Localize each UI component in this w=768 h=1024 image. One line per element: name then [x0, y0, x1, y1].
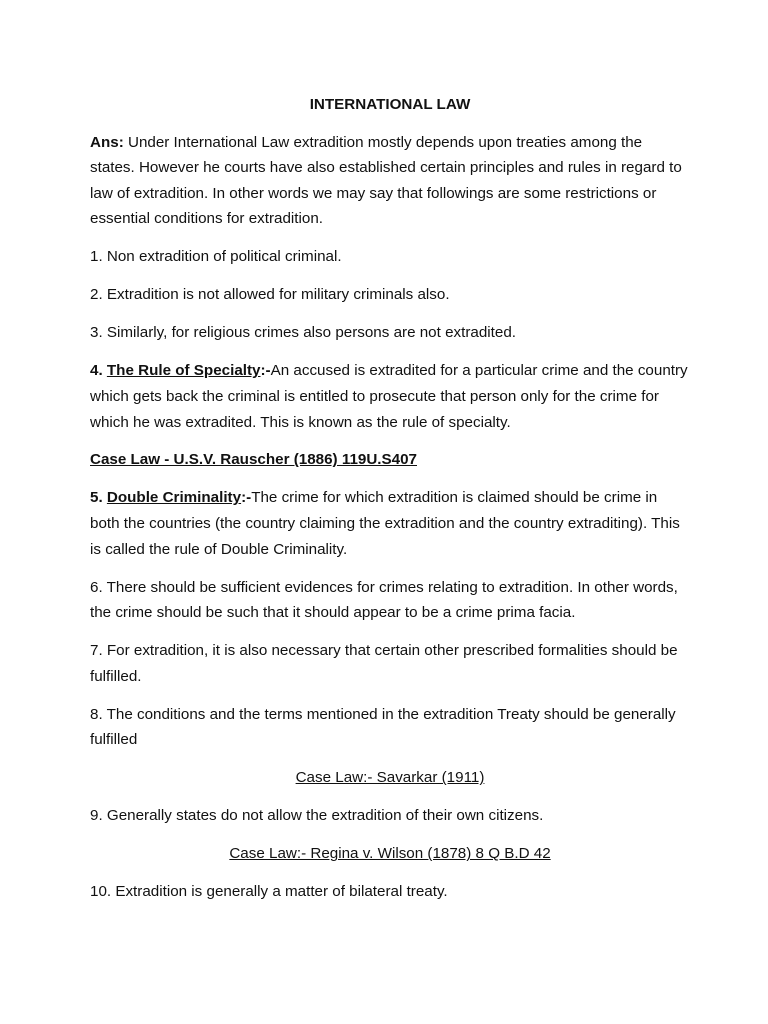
item-4-text: An accused is extradited for a particular crime and the country which gets back the criminal is entitled to prosecute that person only for the crime for which he was extradited. This is known as the rule of specialty.: [90, 362, 688, 431]
item-9: 9. Generally states do not allow the extradition of their own citizens.: [90, 807, 544, 825]
item-4-separator: :-: [260, 362, 271, 380]
item-3: 3. Similarly, for religious crimes also persons are not extradited.: [90, 324, 516, 342]
item-4: [90, 358, 690, 435]
case-law-savarkar-line: [90, 765, 690, 791]
case-law-savarkar: Case Law:- Savarkar (1911): [295, 769, 485, 787]
intro-text: Under International Law extradition mostly depends upon treaties among the states. However he courts have also established certain principles and rules in regard to law of extradition. In other words we may say that followings are some restrictions or essential conditions for extradition.: [90, 133, 682, 228]
item-2: 2. Extradition is not allowed for military criminals also.: [90, 286, 450, 304]
document-title: INTERNATIONAL LAW: [309, 96, 471, 113]
item-5-separator: :-: [241, 489, 252, 507]
item-6: 6. There should be sufficient evidences for crimes relating to extradition. In other words, the crime should be such that it should appear to be a crime prima facia.: [90, 578, 678, 622]
item-8: 8. The conditions and the terms mentioned in the extradition Treaty should be generally fulfilled: [90, 705, 676, 749]
item-5-number: 5.: [90, 489, 107, 507]
case-law-wilson-line: [90, 841, 690, 867]
intro-label: Ans:: [90, 133, 124, 151]
item-5-heading: Double Criminality: [106, 489, 242, 507]
item-7: 7. For extradition, it is also necessary that certain other prescribed formalities should be fulfilled.: [90, 642, 678, 685]
item-5: [90, 485, 690, 562]
item-5-text: The crime for which extradition is claimed should be crime in both the countries (the country claiming the extradition and the country extraditing). This is called the rule of Double Criminality.: [90, 489, 680, 558]
intro-paragraph: [90, 130, 690, 232]
item-10: 10. Extradition is generally a matter of bilateral treaty.: [90, 883, 448, 901]
case-law-rauscher: Case Law - U.S.V. Rauscher (1886) 119U.S407: [90, 451, 417, 469]
item-4-number: 4.: [90, 362, 107, 380]
document-page: [90, 92, 690, 917]
case-law-wilson: Case Law:- Regina v. Wilson (1878) 8 Q B.D 42: [229, 845, 551, 863]
item-4-heading: The Rule of Specialty: [106, 362, 261, 380]
item-1: 1. Non extradition of political criminal.: [90, 248, 342, 266]
